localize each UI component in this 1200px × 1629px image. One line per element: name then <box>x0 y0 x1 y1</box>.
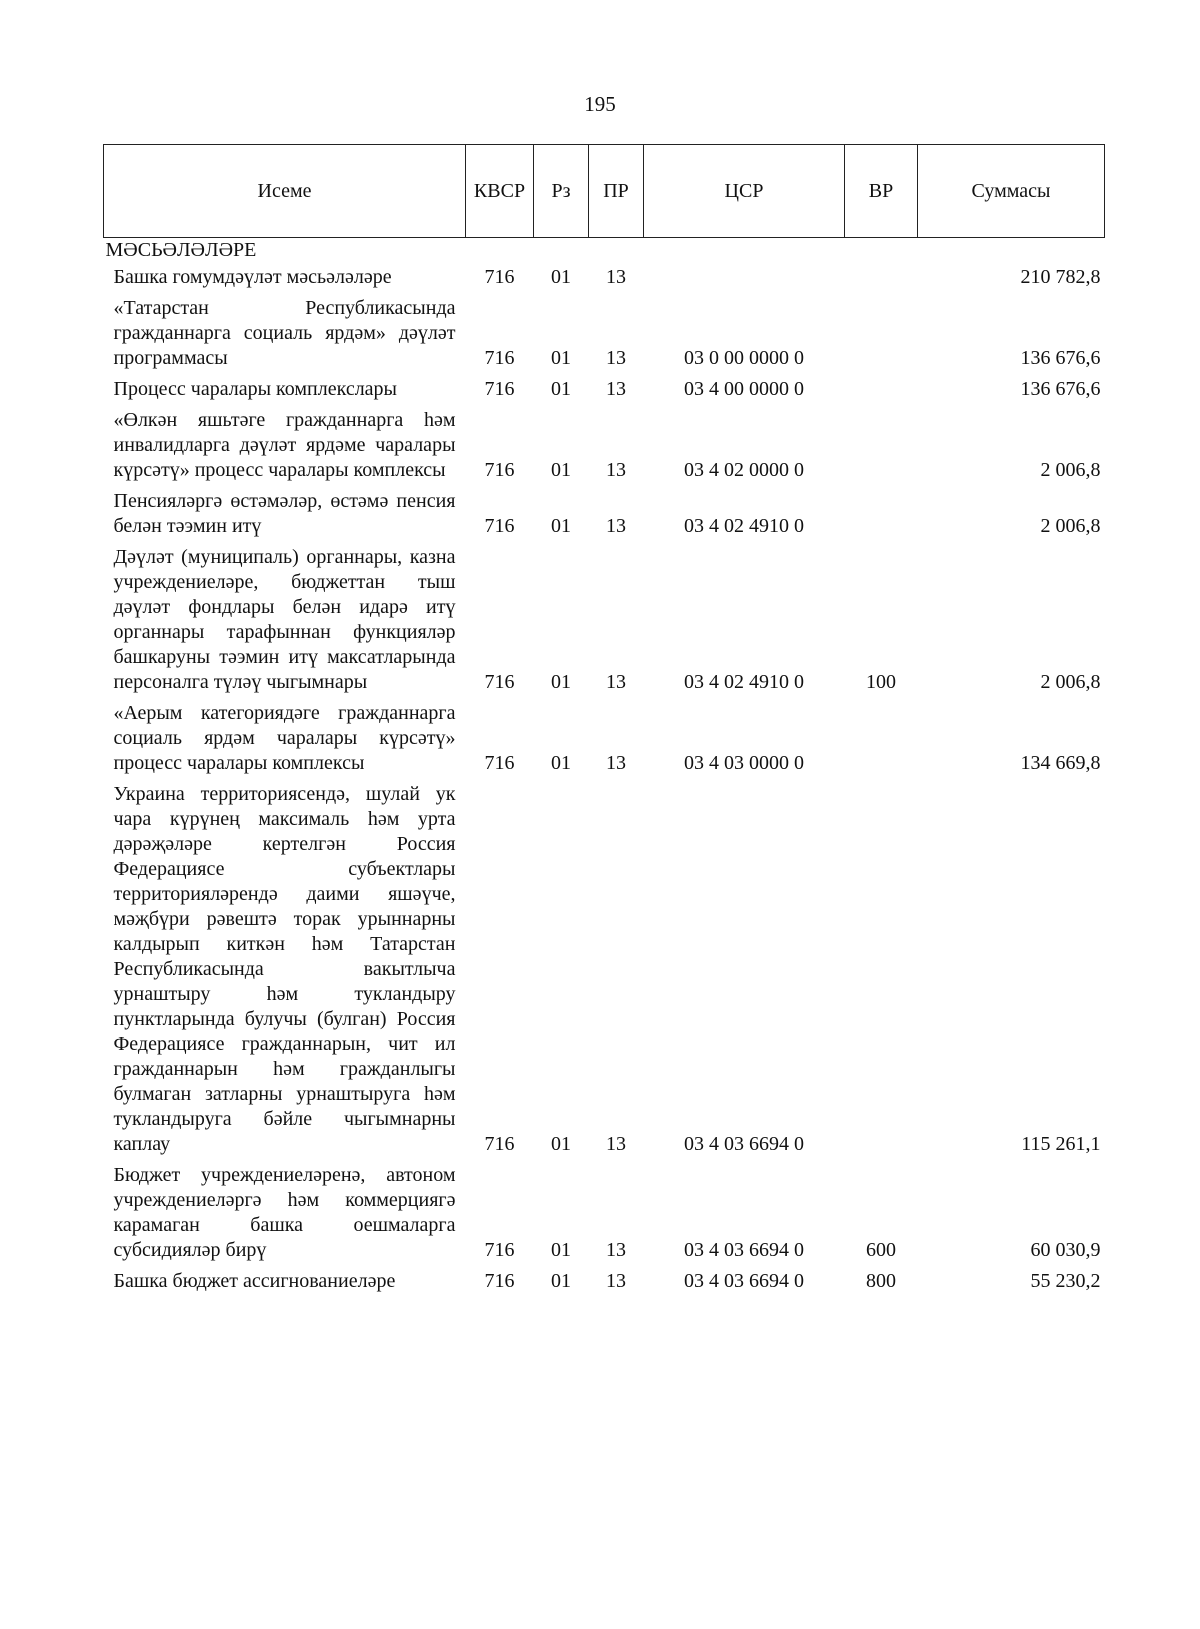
table-row <box>104 699 1105 780</box>
row-sum: 55 230,2 <box>1030 1270 1101 1292</box>
row-csr: 03 4 00 0000 0 <box>684 378 804 400</box>
row-vr <box>845 294 918 375</box>
row-vr: 600 <box>866 1239 896 1261</box>
row-pr: 13 <box>606 1239 626 1261</box>
row-rz: 01 <box>551 459 571 481</box>
carry-over-row <box>104 238 1105 264</box>
row-name: Дәүләт (муниципаль) органнары, казна учреждениеләре, бюджеттан тыш дәүләт фондлары белән идарә итү органнары тарафыннан функцияләр башкаруны тәэмин итү максатларында персоналга түләү чыгымнары <box>113 546 456 693</box>
row-sum: 136 676,6 <box>1020 347 1101 369</box>
row-rz: 01 <box>551 1239 571 1261</box>
row-pr: 13 <box>606 671 626 693</box>
row-name: Башка бюджет ассигнованиеләре <box>113 1270 396 1292</box>
header-vr: ВР <box>845 145 918 238</box>
header-kvsr: КВСР <box>466 145 534 238</box>
row-name: Пенсияләргә өстәмәләр, өстәмә пенсия белән тәэмин итү <box>113 490 456 537</box>
row-kvsr: 716 <box>484 378 515 400</box>
page-number: 195 <box>584 92 616 116</box>
row-sum: 2 006,8 <box>1040 515 1101 537</box>
table-row <box>104 487 1105 543</box>
row-kvsr: 716 <box>484 459 515 481</box>
row-name: Процесс чаралары комплекслары <box>113 378 397 400</box>
row-kvsr: 716 <box>484 1239 515 1261</box>
row-sum: 115 261,1 <box>1021 1133 1101 1155</box>
row-csr: 03 0 00 0000 0 <box>684 347 804 369</box>
row-rz: 01 <box>551 266 571 288</box>
header-sum: Суммасы <box>918 145 1105 238</box>
row-name: Башка гомумдәүләт мәсьәләләре <box>113 266 392 288</box>
row-csr: 03 4 02 4910 0 <box>684 515 804 537</box>
row-kvsr: 716 <box>484 1270 515 1292</box>
row-pr: 13 <box>606 1133 626 1155</box>
row-csr: 03 4 03 6694 0 <box>684 1270 804 1292</box>
table-header-row <box>104 145 1105 238</box>
row-csr: 03 4 02 4910 0 <box>684 671 804 693</box>
row-kvsr: 716 <box>484 671 515 693</box>
row-sum: 2 006,8 <box>1040 459 1101 481</box>
header-name: Исеме <box>104 145 466 238</box>
row-kvsr: 716 <box>484 1133 515 1155</box>
row-kvsr: 716 <box>484 266 515 288</box>
row-sum: 134 669,8 <box>1020 752 1101 774</box>
row-vr <box>845 406 918 487</box>
row-rz: 01 <box>551 752 571 774</box>
row-pr: 13 <box>606 515 626 537</box>
row-name: Украина территориясендә, шулай ук чара күрүнең максималь һәм урта дәрәҗәләре кертелгән Россия Федерациясе субъектлары территорияләрендә даими яшәүче, мәҗбүри рәвештә торак урыннарны калдырып киткән һәм Татарстан Республикасында вакытлыча урнаштыру һәм тукландыру пунктларында булучы (булган) Россия Федерациясе гражданнарын, чит ил гражданнарын һәм гражданлыгы булмаган затларны урнаштыруга һәм тукландыруга бәйле чыгымнарны каплау <box>113 783 456 1155</box>
row-sum: 136 676,6 <box>1020 378 1101 400</box>
row-vr: 800 <box>866 1270 896 1292</box>
table-row <box>104 543 1105 699</box>
row-pr: 13 <box>606 1270 626 1292</box>
row-vr <box>845 263 918 294</box>
row-pr: 13 <box>606 347 626 369</box>
table-row <box>104 263 1105 294</box>
row-csr: 03 4 03 6694 0 <box>684 1133 804 1155</box>
budget-table <box>103 144 1105 1298</box>
row-vr <box>845 487 918 543</box>
row-csr: 03 4 02 0000 0 <box>684 459 804 481</box>
header-csr: ЦСР <box>644 145 845 238</box>
row-vr <box>845 699 918 780</box>
row-sum: 60 030,9 <box>1030 1239 1101 1261</box>
row-rz: 01 <box>551 515 571 537</box>
table-row <box>104 780 1105 1161</box>
row-pr: 13 <box>606 459 626 481</box>
header-rz: Рз <box>534 145 589 238</box>
table-row <box>104 1161 1105 1267</box>
row-rz: 01 <box>551 378 571 400</box>
row-rz: 01 <box>551 1133 571 1155</box>
row-name: «Аерым категориядәге гражданнарга социаль ярдәм чаралары күрсәтү» процесс чаралары комплексы <box>113 702 456 774</box>
row-vr <box>845 375 918 406</box>
row-csr <box>644 263 845 294</box>
row-name: Бюджет учреждениеләренә, автоном учреждениеләргә һәм коммерциягә карамаган башка оешмаларга субсидияләр бирү <box>113 1164 456 1261</box>
row-csr: 03 4 03 6694 0 <box>684 1239 804 1261</box>
row-name: «Өлкән яшьтәге гражданнарга һәм инвалидларга дәүләт ярдәме чаралары күрсәтү» процесс чаралары комплексы <box>113 409 456 481</box>
row-pr: 13 <box>606 266 626 288</box>
table-row <box>104 294 1105 375</box>
header-pr: ПР <box>589 145 644 238</box>
row-pr: 13 <box>606 378 626 400</box>
row-sum: 210 782,8 <box>1020 266 1101 288</box>
row-rz: 01 <box>551 1270 571 1292</box>
row-rz: 01 <box>551 347 571 369</box>
row-sum: 2 006,8 <box>1040 671 1101 693</box>
table-row <box>104 1267 1105 1298</box>
table-row <box>104 406 1105 487</box>
row-name: «Татарстан Республикасында гражданнарга социаль ярдәм» дәүләт программасы <box>113 297 456 369</box>
carry-over-text: МӘСЬӘЛӘЛӘРЕ <box>105 239 257 261</box>
row-vr <box>845 780 918 1161</box>
row-rz: 01 <box>551 671 571 693</box>
row-kvsr: 716 <box>484 515 515 537</box>
row-vr: 100 <box>866 671 896 693</box>
table-row <box>104 375 1105 406</box>
row-kvsr: 716 <box>484 752 515 774</box>
row-kvsr: 716 <box>484 347 515 369</box>
row-pr: 13 <box>606 752 626 774</box>
row-csr: 03 4 03 0000 0 <box>684 752 804 774</box>
